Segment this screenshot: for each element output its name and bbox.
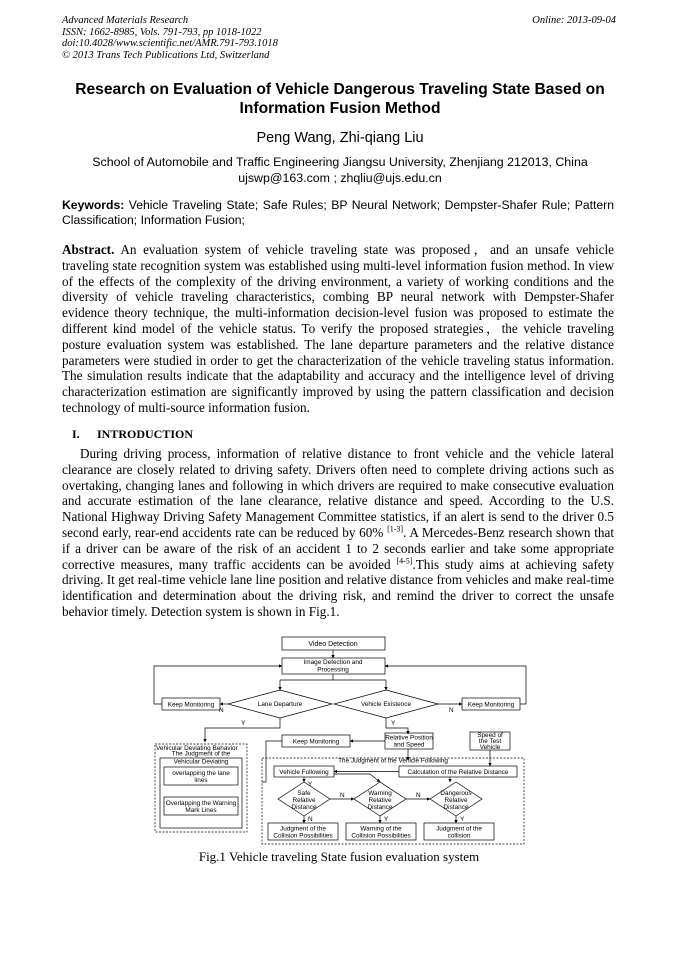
label-overlapping-lane-1: overlapping the lane: [172, 770, 230, 777]
intro-text-3: .This study aims at achieving safety driving. It get real-time vehicle lane line position and relative distance from vehicles and make real-time identification and determination about the driving risk, and remind the driver to correct the unsafe behavior timely. Detection system is shown in Fig.1.: [62, 556, 615, 619]
label-overlapping-warning-2: Mark Lines: [185, 807, 217, 814]
paper-title: Research on Evaluation of Vehicle Dangerous Traveling State Based on Information Fusion Method: [75, 81, 605, 117]
label-vehicle-existence: Vehicle Existence: [360, 701, 412, 708]
label-warning-3: Distance: [367, 804, 393, 811]
label-judg-collision-1: Judgment of the: [436, 825, 482, 833]
section-number: I.: [72, 427, 80, 441]
label-danger-3: Distance: [443, 804, 469, 811]
journal-name: Advanced Materials Research: [62, 15, 189, 26]
label-n-bottom: N: [308, 816, 313, 823]
paper-affiliation: [60, 155, 620, 186]
label-y-top: Y: [308, 781, 313, 788]
paper-authors: Peng Wang, Zhi-qiang Liu: [256, 130, 424, 146]
journal-doi: doi:10.4028/www.scientific.net/AMR.791-793.1018: [62, 38, 278, 49]
abstract-text: An evaluation system of vehicle traveling state was proposed，and an unsafe vehicle traveling state recognition system was established using multi-level information fusion method. In view of the effects of the complexity of the driving environment, a variety of working conditions and the diversity of vehicle traveling characteristics, combing BP neural network with Dempster-Shafer evidence theory technique, the multi-information decision-level fusion was proposed to estimate the different kind model of the vehicle status. To verify the proposed strategies，the vehicle traveling posture evaluation system was established. The lane departure parameters and the relative distance parameters were studied in order to get the characterization of the vehicle traveling status information. The simulation results indicate that the adaptability and accuracy and the intelligence level of driving characterization estimation are significantly improved by using the pattern classification and decision technology of multi-source information fusion.: [62, 242, 615, 415]
label-vehicular-deviating-behavior: Vehicular Deviating Behavior: [156, 745, 238, 752]
label-overlapping-warning-1: Overlapping the Warning: [165, 800, 237, 807]
label-judg-collision-poss-2: Collision Possibilities: [273, 832, 333, 840]
label-keep-monitoring-left: Keep Monitoring: [167, 701, 215, 709]
label-safe-2: Relative: [292, 797, 316, 804]
label-y-danger: Y: [460, 816, 465, 823]
label-judgment-following: The Judgment of the Vehicle Following: [338, 757, 448, 765]
label-n-left: N: [219, 707, 224, 714]
label-warning-collision-1: Warning of the: [360, 825, 402, 833]
label-lane-departure: Lane Departure: [257, 701, 303, 708]
keywords-text: Vehicle Traveling State; Safe Rules; BP Neural Network; Dempster-Shafer Rule; Pattern Classification; Information Fusion;: [62, 198, 614, 227]
abstract-label: Abstract.: [62, 242, 115, 257]
journal-issn: ISSN: 1662-8985, Vols. 791-793, pp 1018-1022: [62, 26, 262, 38]
online-date: Online: 2013-09-04: [532, 15, 616, 26]
label-danger-2: Relative: [444, 797, 468, 804]
label-calc-relative-distance: Calculation of the Relative Distance: [407, 769, 509, 776]
label-overlapping-lane-2: lines: [194, 777, 208, 784]
label-safe-3: Distance: [291, 804, 317, 811]
box-judgment-deviating: [160, 758, 242, 828]
affiliation-text: School of Automobile and Traffic Engineering Jiangsu University, Zhenjiang 212013, China: [92, 155, 588, 169]
label-judgment-deviating-2: Vehicular Deviating: [173, 758, 229, 766]
label-y-lane: Y: [241, 720, 246, 727]
label-y-vehicle: Y: [391, 720, 396, 727]
label-image-detection-1: Image Detection and: [303, 659, 363, 666]
label-vehicle-following: Vehicle Following: [279, 769, 329, 776]
intro-text-1: During driving process, information of relative distance to front vehicle and the vehicle lateral clearance are closely related to driving safety. Drivers often need to complete driving actions such as overtaking, changing lanes and following in which drivers are required to make consecutive evaluation and accurate estimation of the lane clearance, relative distance and speed. According to the U.S. National Highway Driving Safety Management Committee statistics, if an alert is send to the driver 0.5 second early, rear-end accidents rate can be reduced by 60%: [62, 446, 614, 540]
label-relative-position-1: Relative Position: [385, 734, 433, 742]
label-speed-test-2: the Test: [478, 738, 502, 745]
label-judg-collision-poss-1: Judgment of the: [280, 825, 326, 833]
label-warning-1: Warning: [368, 790, 392, 797]
label-judgment-deviating-1: The Judgment of the: [171, 750, 231, 758]
keywords-label: Keywords:: [62, 198, 125, 212]
label-safe-1: Safe: [297, 790, 311, 797]
journal-copyright: © 2013 Trans Tech Publications Ltd, Switzerland: [62, 49, 270, 61]
label-keep-monitoring-right: Keep Monitoring: [467, 701, 515, 709]
label-image-detection-2: Processing: [317, 666, 349, 674]
intro-paragraph: [62, 446, 614, 620]
label-video-detection: Video Detection: [308, 641, 358, 648]
author-emails: ujswp@163.com ; zhqliu@ujs.edu.cn: [238, 170, 442, 185]
abstract: [62, 242, 614, 416]
keywords: [62, 198, 614, 228]
section-title: INTRODUCTION: [97, 427, 194, 441]
label-danger-1: Dangerous: [440, 790, 472, 797]
label-keep-monitoring-mid: Keep Monitoring: [292, 738, 340, 746]
label-n-right: N: [449, 707, 454, 714]
label-n-warning: N: [416, 792, 421, 799]
intro-text-2: . A Mercedes-Benz research shown that if a driver can be aware of the risk of an accident 1 to 2 seconds earlier and take some appropriate corrective measures, many traffic accidents can be avoided: [62, 524, 614, 572]
citation-1: [1-3]: [387, 524, 404, 534]
citation-2: [4-5]: [396, 556, 413, 566]
section-heading: [72, 427, 193, 442]
label-warning-2: Relative: [368, 797, 392, 804]
figure-caption: Fig.1 Vehicle traveling State fusion evaluation system: [198, 849, 480, 864]
label-speed-test-3: Vehicle: [479, 744, 501, 751]
label-judg-collision-2: collision: [447, 832, 471, 840]
label-warning-collision-2: Collision Possibilities: [351, 832, 411, 840]
figure-1-flowchart: [150, 632, 530, 852]
label-relative-position-2: and Speed: [393, 741, 425, 749]
label-y-warning: Y: [384, 816, 389, 823]
flowchart-svg: [150, 632, 530, 852]
label-speed-test-1: Speed of: [477, 732, 503, 739]
label-n-safe: N: [340, 792, 345, 799]
journal-header: [62, 15, 278, 61]
